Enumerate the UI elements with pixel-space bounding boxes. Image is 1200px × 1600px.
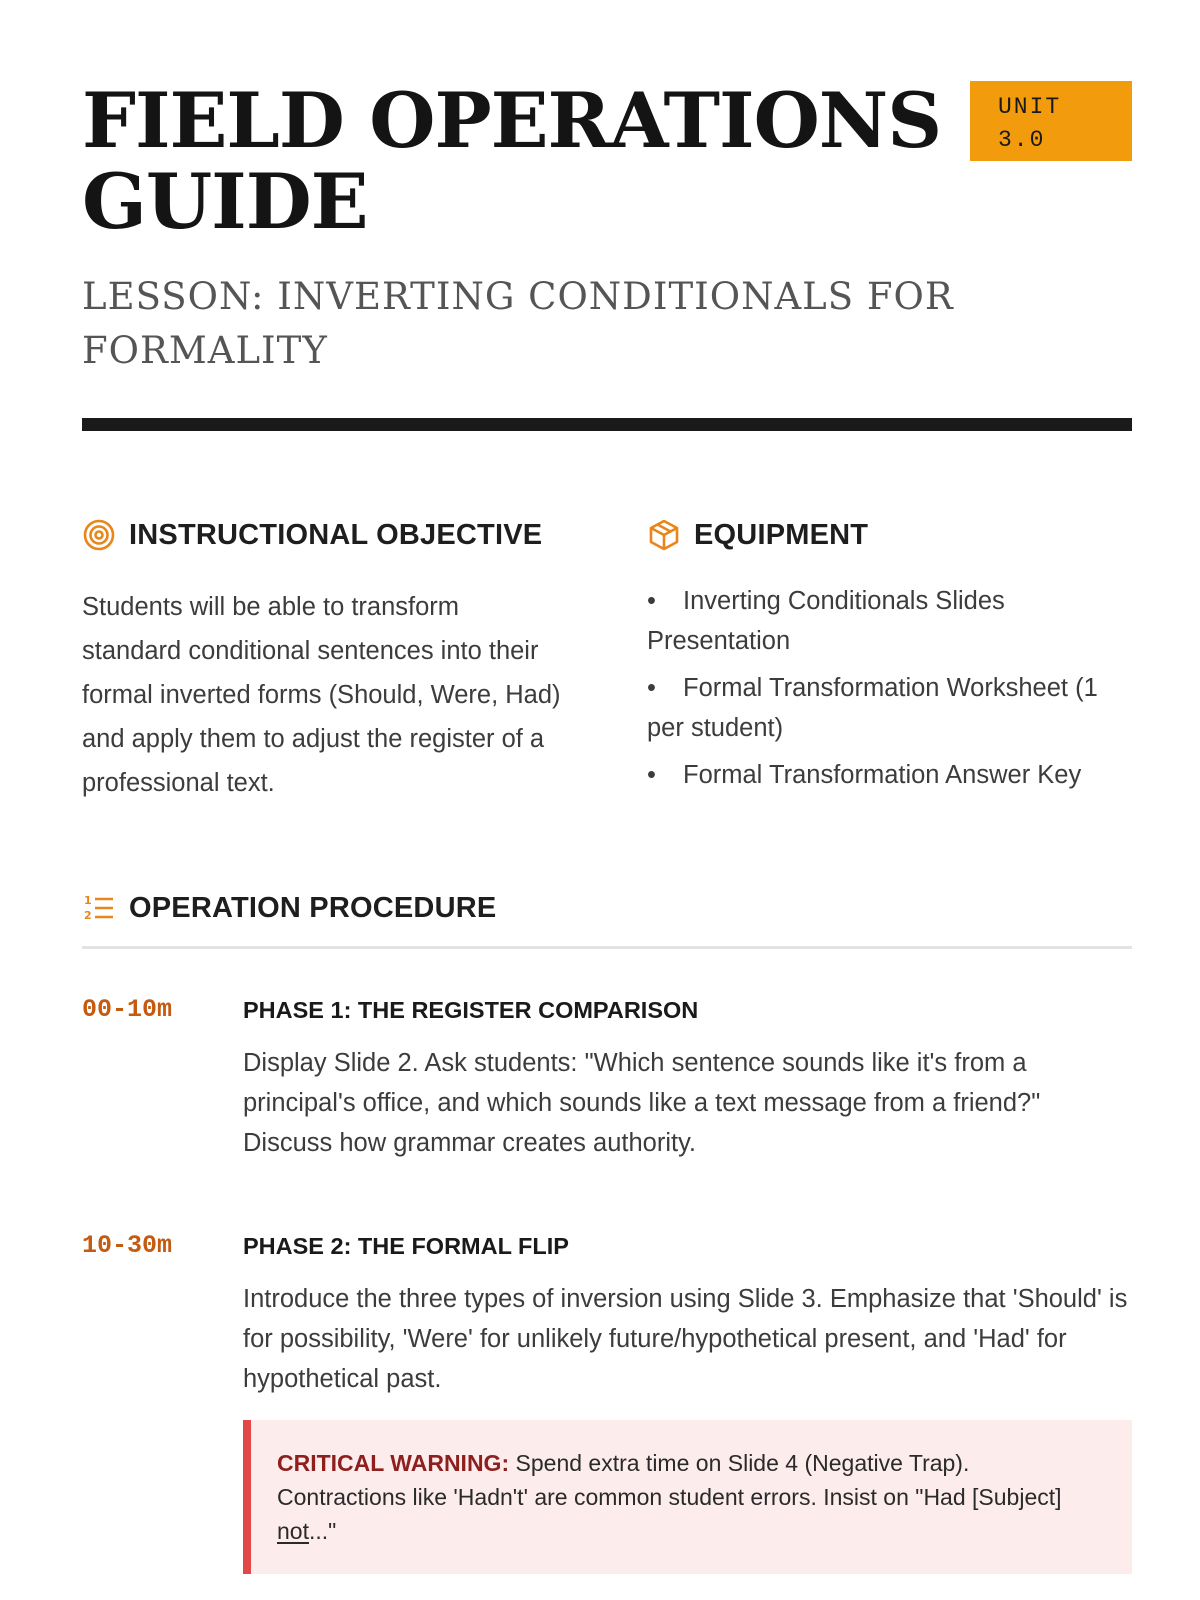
equipment-heading-row — [647, 515, 1132, 555]
title-line-2: GUIDE — [82, 157, 368, 246]
phase-body — [243, 1231, 1132, 1399]
phase-text: Display Slide 2. Ask students: "Which sentence sounds like it's from a principal's office, and which sounds like a text message from a friend?" Discuss how grammar creates authority. — [243, 1049, 1041, 1157]
objective-text: Students will be able to transform standard conditional sentences into their formal inverted forms (Should, Were, Had) and apply them to adjust the register of a professional text. — [82, 593, 561, 797]
procedure-section — [82, 888, 1132, 928]
unit-badge-label: UNIT — [998, 94, 1062, 120]
equipment-item: • Formal Transformation Worksheet (1 per student) — [647, 674, 1098, 742]
unit-badge-number: 3.0 — [998, 127, 1046, 153]
warning-underlined-word: not — [277, 1518, 309, 1544]
equipment-list — [647, 581, 1132, 795]
phase-title: PHASE 1: THE REGISTER COMPARISON — [243, 997, 699, 1023]
numbered-list-icon — [82, 891, 116, 925]
phase-time: 00-10m — [82, 995, 173, 1024]
objective-section — [82, 515, 562, 805]
phase-title: PHASE 2: THE FORMAL FLIP — [243, 1233, 569, 1259]
title-line-1: FIELD OPERATIONS — [82, 76, 942, 165]
equipment-item-text: Inverting Conditionals Slides Presentation — [647, 587, 1005, 655]
procedure-heading-row — [82, 888, 1132, 928]
warning-text: Spend extra time on Slide 4 (Negative Trap). Contractions like 'Hadn't' are common student errors. Insist on "Had [Subject] — [277, 1450, 1062, 1510]
equipment-item-text: Formal Transformation Worksheet (1 per student) — [647, 674, 1098, 742]
objective-heading: INSTRUCTIONAL OBJECTIVE — [129, 518, 543, 551]
critical-warning-callout — [243, 1420, 1132, 1574]
equipment-heading: EQUIPMENT — [694, 518, 869, 551]
phase-text: Introduce the three types of inversion using Slide 3. Emphasize that 'Should' is for possibility, 'Were' for unlikely future/hypothetical present, and 'Had' for hypothetical past. — [243, 1285, 1128, 1393]
svg-text:1: 1 — [84, 894, 92, 907]
target-icon — [82, 518, 116, 552]
equipment-item: • Formal Transformation Answer Key — [647, 761, 1082, 789]
equipment-item-text: Formal Transformation Answer Key — [683, 761, 1082, 789]
phase-body — [243, 995, 1132, 1163]
phase-time: 10-30m — [82, 1231, 173, 1260]
equipment-section — [647, 515, 1132, 802]
warning-label: CRITICAL WARNING: — [277, 1450, 510, 1476]
header-divider — [82, 418, 1132, 431]
unit-badge — [970, 81, 1132, 161]
procedure-divider — [82, 946, 1132, 949]
procedure-heading: OPERATION PROCEDURE — [129, 891, 497, 924]
warning-text-end: ..." — [308, 1518, 337, 1544]
box-icon — [647, 518, 681, 552]
objective-heading-row — [82, 515, 562, 555]
lesson-subtitle: LESSON: INVERTING CONDITIONALS FOR FORMALITY — [82, 275, 954, 372]
lesson-page — [82, 0, 1132, 1544]
svg-text:2: 2 — [84, 909, 92, 922]
page-header — [82, 0, 1132, 430]
page-title — [82, 76, 942, 246]
equipment-item: • Inverting Conditionals Slides Presentation — [647, 587, 1005, 655]
